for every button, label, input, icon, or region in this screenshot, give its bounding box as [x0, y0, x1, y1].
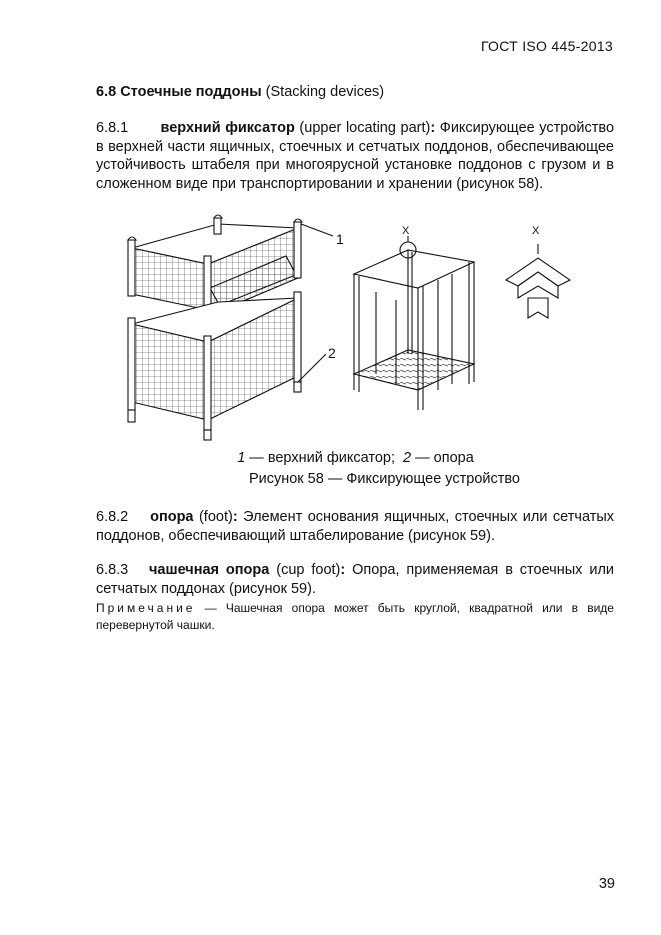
paragraph-6-8-1 — [96, 119, 614, 193]
stacked-mesh-pallets — [128, 215, 333, 440]
legend-number-2: 2 — [403, 450, 412, 466]
section-heading — [96, 84, 384, 100]
paragraph-6-8-2 — [96, 508, 614, 545]
detail-marker-x-1: X — [402, 225, 410, 237]
term: верхний фиксатор — [160, 120, 295, 136]
definition-text: Элемент основания ящичных, стоечных или сетчатых поддонов, обеспечивающий штабелирование (рисунок 59). — [96, 509, 615, 544]
section-number: 6.8 — [96, 84, 117, 100]
legend-number-1: 1 — [237, 450, 246, 466]
figure-58-drawing — [118, 214, 608, 444]
note-dash: — — [204, 601, 217, 615]
definition-text: Опора, применяемая в стоечных или сетчатых поддонах (рисунок 59). — [96, 562, 614, 597]
note — [96, 600, 614, 634]
clause-number: 6.8.1 — [96, 120, 129, 136]
figure-caption: Рисунок 58 — Фиксирующее устройство — [248, 471, 521, 487]
definition-text: Фиксирующее устройство в верхней части ящичных, стоечных и сетчатых поддонов, обеспечивающее устойчивость штабеля при многоярусной установке поддонов с грузом и в сложенном виде при транспортировании и хранении (рисунок 58). — [96, 120, 615, 192]
detail-marker-x-2: X — [532, 225, 540, 237]
term-english: (cup foot) — [276, 562, 341, 578]
term: опора — [150, 509, 194, 525]
corner-locator-detail — [506, 244, 570, 318]
paragraph-6-8-3 — [96, 561, 614, 598]
term-english: (upper locating part) — [299, 120, 431, 136]
callout-1: 1 — [336, 231, 344, 247]
page-number: 39 — [598, 876, 615, 892]
figure-legend — [0, 450, 661, 466]
clause-number: 6.8.3 — [96, 562, 129, 578]
callout-2: 2 — [328, 345, 336, 361]
legend-text-1: — верхний фиксатор; — [249, 450, 395, 466]
note-label: Примечание — [96, 601, 196, 615]
document-code-header: ГОСТ ISO 445-2013 — [480, 38, 613, 54]
term-english: (foot) — [198, 509, 233, 525]
post-pallet-frame — [354, 236, 474, 410]
term-colon: : — [232, 509, 238, 525]
note-text: Чашечная опора может быть круглой, квадратной или в виде перевернутой чашки. — [96, 601, 614, 632]
legend-text-2: — опора — [415, 450, 474, 466]
section-title: Стоечные поддоны — [120, 84, 262, 100]
pallet-illustration — [118, 214, 608, 444]
term: чашечная опора — [149, 562, 270, 578]
term-colon: : — [430, 120, 436, 136]
clause-number: 6.8.2 — [96, 509, 129, 525]
term-colon: : — [340, 562, 346, 578]
section-title-en: (Stacking devices) — [265, 84, 385, 100]
